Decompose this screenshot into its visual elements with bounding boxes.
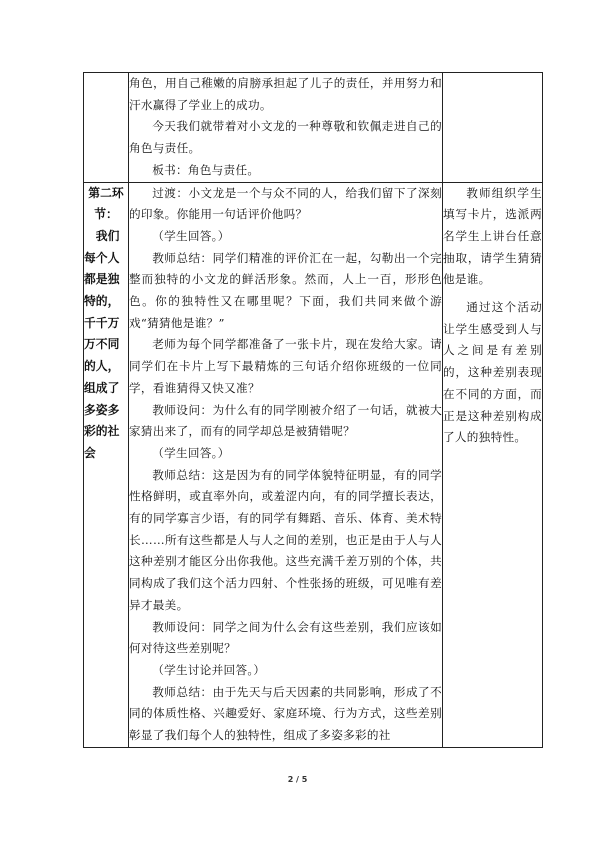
- page-number: 2 / 5: [287, 775, 308, 784]
- content-paragraph: （学生回答。）: [152, 445, 230, 460]
- design-note: 通过这个活动让学生感受到人与人之间是有差别的，这种差别表现在不同的方面，而正是这种差别构成了人的独特性。: [443, 300, 542, 445]
- lesson-plan-table: [83, 72, 543, 748]
- section-label-title: 第二环节：: [88, 185, 124, 222]
- content-paragraph: 教师总结：由于先天与后天因素的共同影响，形成了不同的体质性格、兴趣爱好、家庭环境、行为方式，这些差别彰显了我们每个人的独特性，组成了多姿多彩的社: [129, 684, 442, 743]
- content-paragraph: 过渡：小文龙是一个与众不同的人，给我们留下了深刻的印象。你能用一句话评价他吗？: [129, 185, 442, 222]
- content-paragraph: 教师设问：为什么有的同学刚被介绍了一句话，就被大家猜出来了，而有的同学却总是被猜错呢？: [129, 402, 442, 439]
- content-paragraph: （学生讨论并回答。）: [152, 662, 266, 677]
- content-paragraph: 板书：角色与责任。: [152, 162, 260, 177]
- section-label-cell: [84, 73, 129, 183]
- content-paragraph: 教师总结：同学们精准的评价汇在一起，勾勒出一个完整而独特的小文龙的鲜活形象。然而，人上一百，形形色色。你的独特性又在哪里呢？下面，我们共同来做个游戏“猜猜他是谁？”: [129, 250, 442, 330]
- table-row-section2: [84, 182, 543, 747]
- teaching-content-cell: [129, 182, 443, 747]
- content-paragraph: （学生回答。）: [152, 228, 230, 243]
- design-intent-cell: [443, 73, 543, 183]
- content-paragraph: 教师设问：同学之间为什么会有这些差别，我们应该如何对待这些差别呢？: [129, 619, 442, 656]
- teaching-content-cell: [129, 73, 443, 183]
- content-paragraph: 教师总结：这是因为有的同学体貌特征明显，有的同学性格鲜明，或直率外向，或羞涩内向，有的同学擅长表达，有的同学寡言少语，有的同学有舞蹈、音乐、体育、美术特长……所有这些都是人与人之间的差别，也正是由于人与人这种差别才能区分出你我他。这些充满千差万别的个体，共同构成了我们这个活力四射、个性张扬的班级，可见唯有差异才最美。: [129, 467, 442, 612]
- design-intent-cell: [443, 182, 543, 747]
- content-paragraph: 今天我们就带着对小文龙的一种尊敬和钦佩走进自己的角色与责任。: [129, 119, 442, 156]
- content-paragraph: 老师为每个同学都准备了一张卡片，现在发给大家。请同学们在卡片上写下最精炼的三句话介绍你班级的一位同学，看谁猜得又快又准？: [129, 337, 442, 395]
- content-paragraph: 角色，用自己稚嫩的肩膀承担起了儿子的责任，并用努力和汗水赢得了学业上的成功。: [129, 76, 442, 112]
- section-label-body: 我们每个人都是独特的，千千万万不同的人，组成了多姿多彩的社会: [84, 228, 120, 460]
- table-row-continuation: [84, 73, 543, 183]
- section-label-cell: [84, 182, 129, 747]
- design-note: 教师组织学生填写卡片，选派两名学生上讲台任意抽取，请学生猜猜他是谁。: [443, 185, 542, 287]
